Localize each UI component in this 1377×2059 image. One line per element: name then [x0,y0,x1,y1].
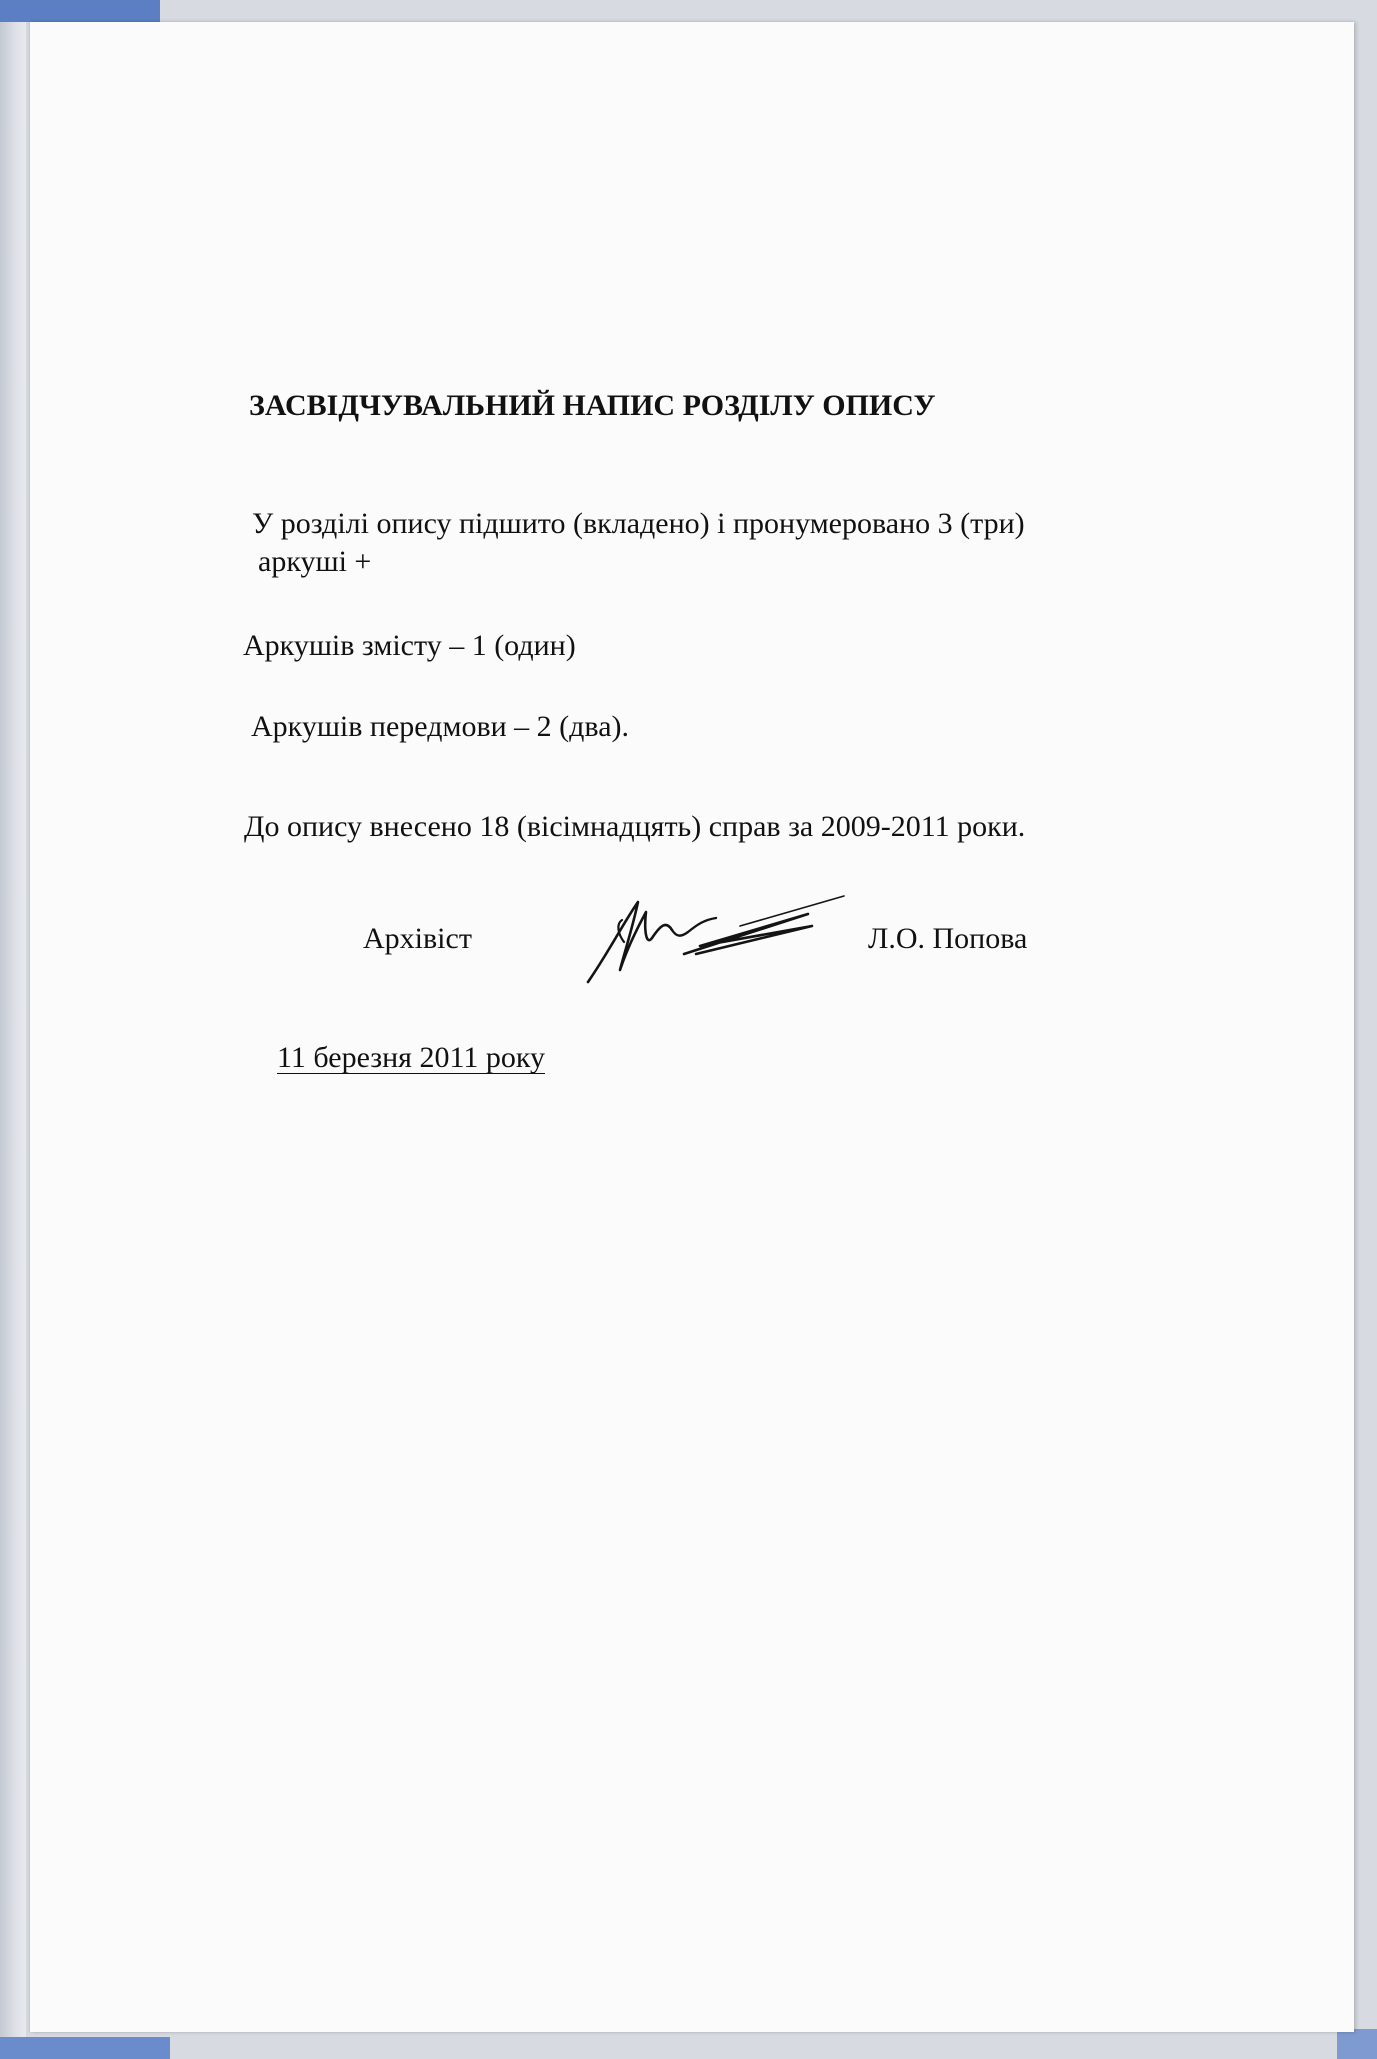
contents-sheets-line: Аркушів змісту – 1 (один) [243,629,576,662]
sheets-count-line: У розділі опису підшито (вкладено) і пронумеровано 3 (три) [252,507,1025,540]
folder-spine [0,0,26,2059]
preface-sheets-line: Аркушів передмови – 2 (два). [251,710,630,743]
signature-icon [580,890,850,990]
cases-count-line: До опису внесено 18 (вісімнадцять) справ за 2009-2011 роки. [244,810,1026,843]
document-sheet [30,22,1354,2032]
folder-cloth-bottom-right [1337,2029,1377,2059]
folder-cloth-bottom [0,2037,170,2059]
signer-position: Архівіст [363,922,472,955]
document-date: 11 березня 2011 року [277,1041,545,1074]
document-title: ЗАСВІДЧУВАЛЬНИЙ НАПИС РОЗДІЛУ ОПИСУ [249,389,936,422]
signer-name: Л.О. Попова [868,922,1028,955]
sheets-count-continuation: аркуші + [258,545,372,578]
folder-cloth-top [0,0,160,22]
